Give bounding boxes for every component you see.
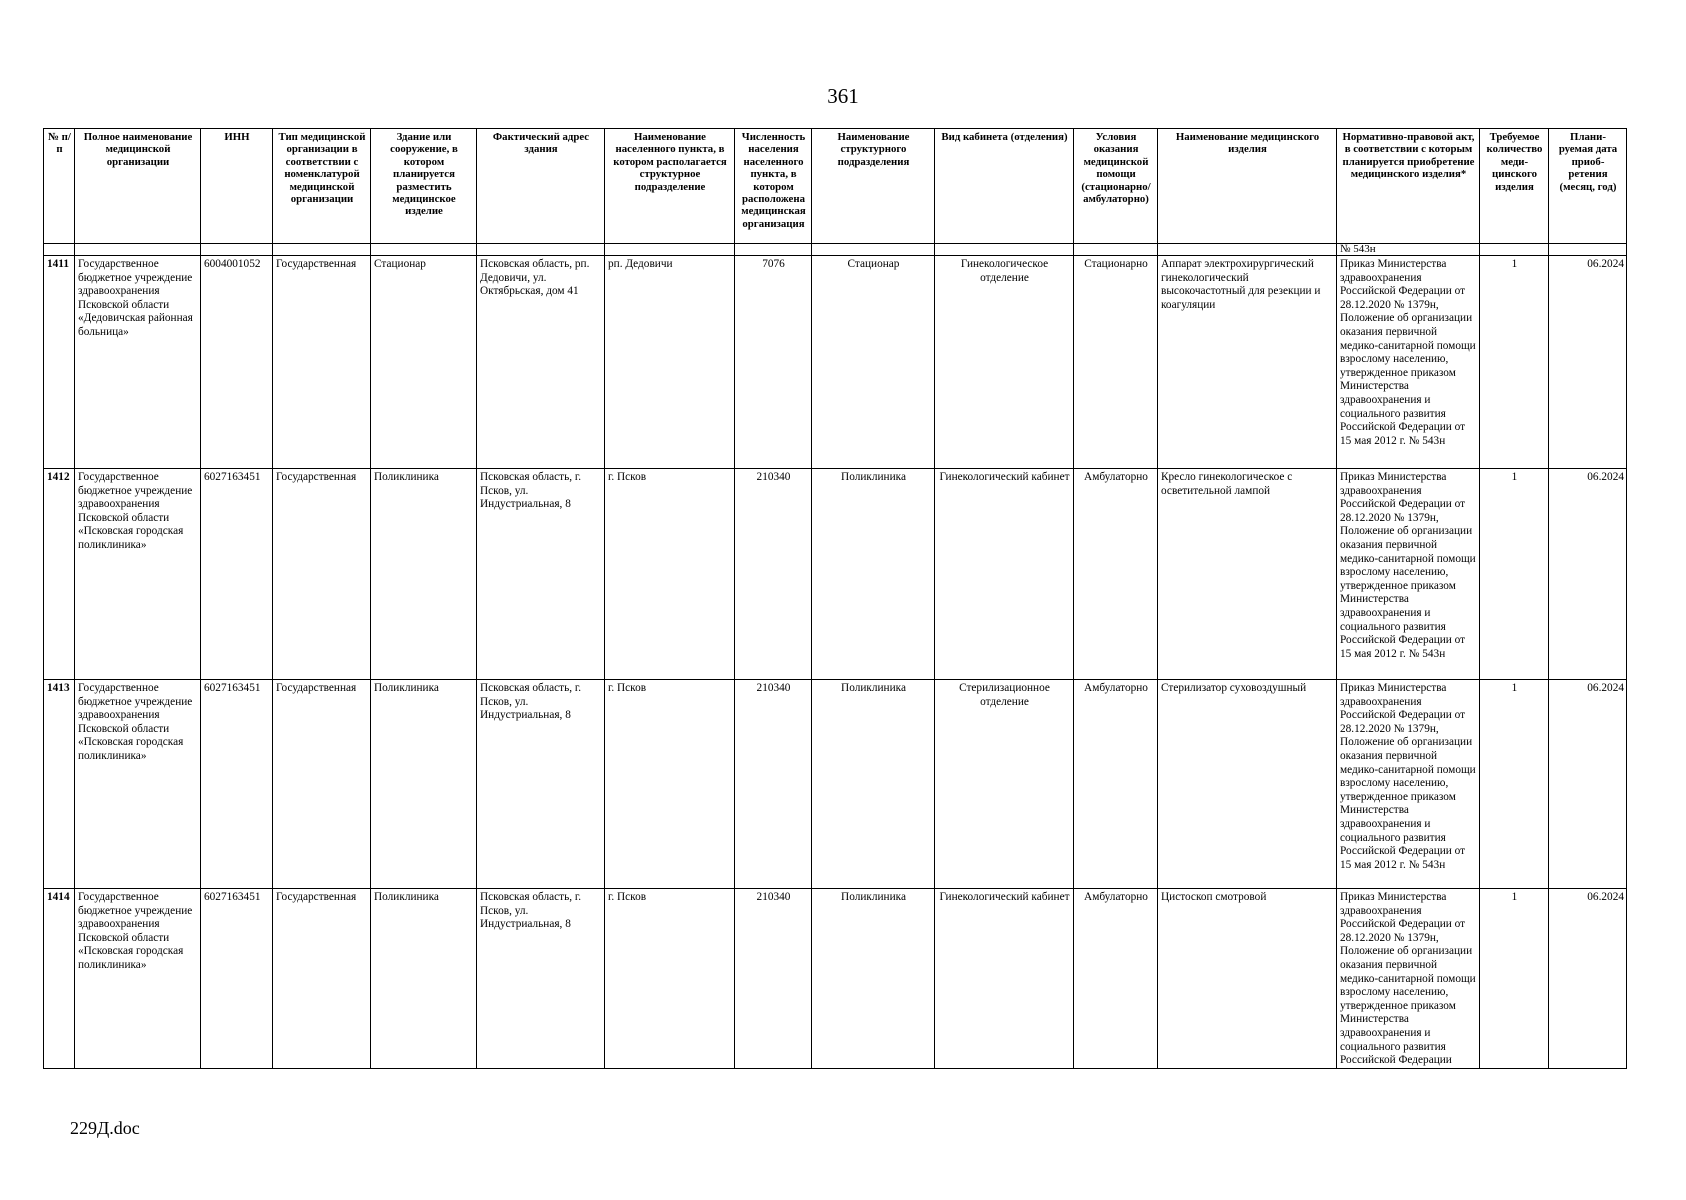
header-population: Численность населения населенного пункта, в котором расположена медицинская организация	[735, 129, 812, 244]
cell-qty: 1	[1480, 256, 1549, 469]
cell-building: Поликлиника	[371, 889, 477, 1069]
footer-filename: 229Д.doc	[70, 1118, 140, 1138]
cell-population: 210340	[735, 889, 812, 1069]
cell-act: Приказ Министерства здравоохранения Российской Федерации от 28.12.2020 № 1379н, Положение об организации оказания первичной медико-санитарной помощи взрослому населению, утвержденное приказом Министерства здравоохранения и социального развития Российской Федерации от 15 мая 2012 г. № 543н	[1337, 680, 1480, 889]
cell-org: Государственное бюджетное учреждение здравоохранения Псковской области «Псковская городская поликлиника»	[75, 889, 201, 1069]
header-org: Полное наименование медицинской организации	[75, 129, 201, 244]
header-type: Тип медицинской организации в соответствии с номенклатурой медицинской организации	[273, 129, 371, 244]
table-row	[44, 256, 1627, 469]
cell-cabinet: Гинекологическое отделение	[935, 256, 1074, 469]
cell-conditions: Амбулаторно	[1074, 469, 1158, 680]
cell-device: Кресло гинекологическое с осветительной лампой	[1158, 469, 1337, 680]
table-row	[44, 889, 1627, 1069]
header-conditions: Условия оказания медицинской помощи (стационарно/ амбулаторно)	[1074, 129, 1158, 244]
cell-act: Приказ Министерства здравоохранения Российской Федерации от 28.12.2020 № 1379н, Положение об организации оказания первичной медико-санитарной помощи взрослому населению, утвержденное приказом Министерства здравоохранения и социального развития Российской Федерации	[1337, 889, 1480, 1069]
header-address: Фактический адрес здания	[477, 129, 605, 244]
cell-conditions: Амбулаторно	[1074, 680, 1158, 889]
cell-address: Псковская область, рп. Дедовичи, ул. Октябрьская, дом 41	[477, 256, 605, 469]
header-act: Нормативно-правовой акт, в соответствии с которым планируется приобретение медицинского изделия*	[1337, 129, 1480, 244]
header-qty: Требуемое количество меди- цинского изделия	[1480, 129, 1549, 244]
cell-building: Поликлиника	[371, 469, 477, 680]
header-cabinet: Вид кабинета (отделения)	[935, 129, 1074, 244]
cell-conditions: Стационарно	[1074, 256, 1158, 469]
cell-device: Стерилизатор суховоздушный	[1158, 680, 1337, 889]
table-row	[44, 680, 1627, 889]
cell-num: 1414	[44, 889, 75, 1069]
cell-unit: Стационар	[812, 256, 935, 469]
cell-qty: 1	[1480, 469, 1549, 680]
cell-address: Псковская область, г. Псков, ул. Индустриальная, 8	[477, 889, 605, 1069]
cell-cabinet: Гинекологический кабинет	[935, 469, 1074, 680]
header-building: Здание или сооружение, в котором планируется разместить медицинское изделие	[371, 129, 477, 244]
cell-inn: 6027163451	[201, 469, 273, 680]
cell-unit: Поликлиника	[812, 889, 935, 1069]
cell-locality: рп. Дедовичи	[605, 256, 735, 469]
continuation-text: № 543н	[1337, 244, 1480, 256]
cell-locality: г. Псков	[605, 889, 735, 1069]
header-device: Наименование медицинского изделия	[1158, 129, 1337, 244]
cell-num: 1411	[44, 256, 75, 469]
cell-num: 1412	[44, 469, 75, 680]
cell-date: 06.2024	[1549, 469, 1627, 680]
medical-equipment-table	[43, 128, 1627, 1069]
cell-device: Аппарат электрохирургический гинекологический высокочастотный для резекции и коагуляции	[1158, 256, 1337, 469]
cell-inn: 6027163451	[201, 680, 273, 889]
cell-qty: 1	[1480, 889, 1549, 1069]
cell-type: Государственная	[273, 256, 371, 469]
cell-date: 06.2024	[1549, 680, 1627, 889]
table-row	[44, 469, 1627, 680]
header-date: Плани- руемая дата приоб- ретения (месяц, год)	[1549, 129, 1627, 244]
header-inn: ИНН	[201, 129, 273, 244]
page-number: 361	[827, 84, 859, 108]
cell-address: Псковская область, г. Псков, ул. Индустриальная, 8	[477, 469, 605, 680]
cell-inn: 6027163451	[201, 889, 273, 1069]
cell-qty: 1	[1480, 680, 1549, 889]
cell-org: Государственное бюджетное учреждение здравоохранения Псковской области «Псковская городская поликлиника»	[75, 469, 201, 680]
cell-type: Государственная	[273, 469, 371, 680]
cell-cabinet: Стерилизационное отделение	[935, 680, 1074, 889]
cell-locality: г. Псков	[605, 680, 735, 889]
cell-unit: Поликлиника	[812, 680, 935, 889]
cell-population: 210340	[735, 469, 812, 680]
cell-conditions: Амбулаторно	[1074, 889, 1158, 1069]
cell-address: Псковская область, г. Псков, ул. Индустриальная, 8	[477, 680, 605, 889]
cell-type: Государственная	[273, 680, 371, 889]
cell-org: Государственное бюджетное учреждение здравоохранения Псковской области «Дедовичская районная больница»	[75, 256, 201, 469]
cell-device: Цистоскоп смотровой	[1158, 889, 1337, 1069]
cell-act: Приказ Министерства здравоохранения Российской Федерации от 28.12.2020 № 1379н, Положение об организации оказания первичной медико-санитарной помощи взрослому населению, утвержденное приказом Министерства здравоохранения и социального развития Российской Федерации от 15 мая 2012 г. № 543н	[1337, 256, 1480, 469]
cell-locality: г. Псков	[605, 469, 735, 680]
cell-building: Стационар	[371, 256, 477, 469]
header-unit: Наименование структурного подразделения	[812, 129, 935, 244]
cell-act: Приказ Министерства здравоохранения Российской Федерации от 28.12.2020 № 1379н, Положение об организации оказания первичной медико-санитарной помощи взрослому населению, утвержденное приказом Министерства здравоохранения и социального развития Российской Федерации от 15 мая 2012 г. № 543н	[1337, 469, 1480, 680]
cell-date: 06.2024	[1549, 256, 1627, 469]
cell-building: Поликлиника	[371, 680, 477, 889]
continuation-row	[44, 244, 1627, 256]
cell-date: 06.2024	[1549, 889, 1627, 1069]
table-header-row	[44, 129, 1627, 244]
cell-cabinet: Гинекологический кабинет	[935, 889, 1074, 1069]
header-num: № п/п	[44, 129, 75, 244]
cell-population: 210340	[735, 680, 812, 889]
header-locality: Наименование населенного пункта, в котором располагается структурное подразделение	[605, 129, 735, 244]
cell-population: 7076	[735, 256, 812, 469]
cell-num: 1413	[44, 680, 75, 889]
cell-inn: 6004001052	[201, 256, 273, 469]
cell-unit: Поликлиника	[812, 469, 935, 680]
cell-type: Государственная	[273, 889, 371, 1069]
cell-org: Государственное бюджетное учреждение здравоохранения Псковской области «Псковская городская поликлиника»	[75, 680, 201, 889]
